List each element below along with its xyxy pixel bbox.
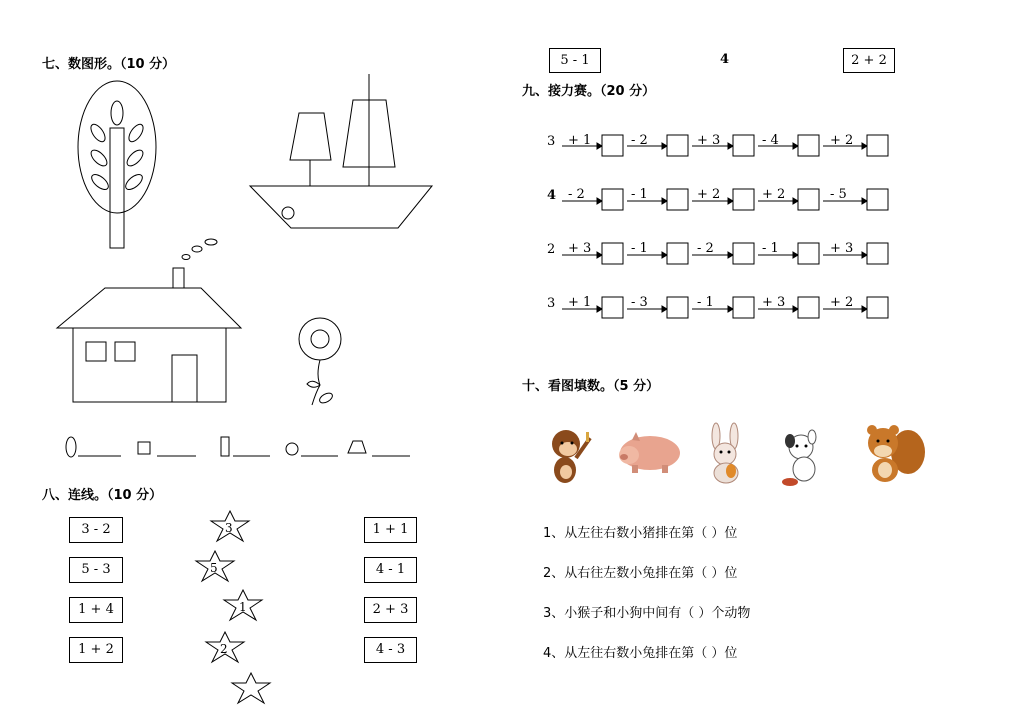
relay-op: - 2 xyxy=(631,133,648,148)
relay-op: + 3 xyxy=(697,133,721,148)
boat-drawing xyxy=(250,74,432,228)
section7-title: 七、数图形。（10 分） xyxy=(42,57,176,72)
relay-boxes xyxy=(602,135,888,318)
right-expression-box[interactable]: 4 - 1 xyxy=(364,557,417,583)
shape-count-row xyxy=(66,437,410,457)
tree-drawing xyxy=(78,81,156,248)
relay-op: - 1 xyxy=(631,187,648,202)
section10-title: 十、看图填数。（5 分） xyxy=(522,379,660,394)
relay-op: + 3 xyxy=(830,241,854,256)
left-expression-box[interactable]: 1 + 4 xyxy=(69,597,123,623)
right-expression-box[interactable]: 4 - 3 xyxy=(364,637,417,663)
star-shape xyxy=(232,673,270,703)
relay-start-number: 4 xyxy=(547,188,557,203)
top-middle-number: 4 xyxy=(720,52,730,67)
star-number[interactable]: 3 xyxy=(225,521,233,535)
top-right-expression-box[interactable]: 2 + 2 xyxy=(843,48,895,73)
relay-op: + 3 xyxy=(568,241,592,256)
rabbit-icon xyxy=(712,423,738,483)
relay-op: - 2 xyxy=(568,187,585,202)
left-expression-box[interactable]: 5 - 3 xyxy=(69,557,123,583)
relay-op: + 1 xyxy=(568,295,592,310)
relay-op: + 2 xyxy=(830,133,854,148)
relay-op: + 2 xyxy=(762,187,786,202)
question-2: 2、从右往左数小兔排在第（ ）位 xyxy=(543,566,738,581)
relay-op: - 4 xyxy=(762,133,779,148)
left-expression-box[interactable]: 3 - 2 xyxy=(69,517,123,543)
right-expression-box[interactable]: 2 + 3 xyxy=(364,597,417,623)
star-number[interactable]: 2 xyxy=(220,642,228,656)
top-left-expression-box[interactable]: 5 - 1 xyxy=(549,48,601,73)
house-drawing xyxy=(57,239,241,402)
relay-start-number: 3 xyxy=(547,134,556,149)
right-expression-box[interactable]: 1 + 1 xyxy=(364,517,417,543)
relay-op: - 2 xyxy=(697,241,714,256)
stars-group xyxy=(196,511,270,703)
relay-op: - 3 xyxy=(631,295,648,310)
relay-op: + 2 xyxy=(697,187,721,202)
star-number[interactable]: 1 xyxy=(239,600,247,614)
relay-op: + 2 xyxy=(830,295,854,310)
pig-icon xyxy=(619,432,680,473)
flower-drawing xyxy=(299,318,341,405)
relay-op: - 1 xyxy=(631,241,648,256)
dog-icon xyxy=(782,430,816,486)
left-expression-box[interactable]: 1 + 2 xyxy=(69,637,123,663)
section8-title: 八、连线。（10 分） xyxy=(42,488,163,503)
question-4: 4、从左往右数小兔排在第（ ）位 xyxy=(543,646,738,661)
relay-arrows xyxy=(562,143,867,312)
relay-op: - 1 xyxy=(697,295,714,310)
monkey-icon xyxy=(552,430,590,483)
star-number[interactable]: 5 xyxy=(210,561,218,575)
relay-start-number: 3 xyxy=(547,296,556,311)
relay-op: + 3 xyxy=(762,295,786,310)
question-3: 3、小猴子和小狗中间有（ ）个动物 xyxy=(543,606,751,621)
section9-title: 九、接力赛。（20 分） xyxy=(522,84,656,99)
relay-op: - 5 xyxy=(830,187,847,202)
relay-op: + 1 xyxy=(568,133,592,148)
squirrel-icon xyxy=(867,425,925,482)
relay-op: - 1 xyxy=(762,241,779,256)
relay-start-number: 2 xyxy=(547,242,556,257)
question-1: 1、从左往右数小猪排在第（ ）位 xyxy=(543,526,738,541)
